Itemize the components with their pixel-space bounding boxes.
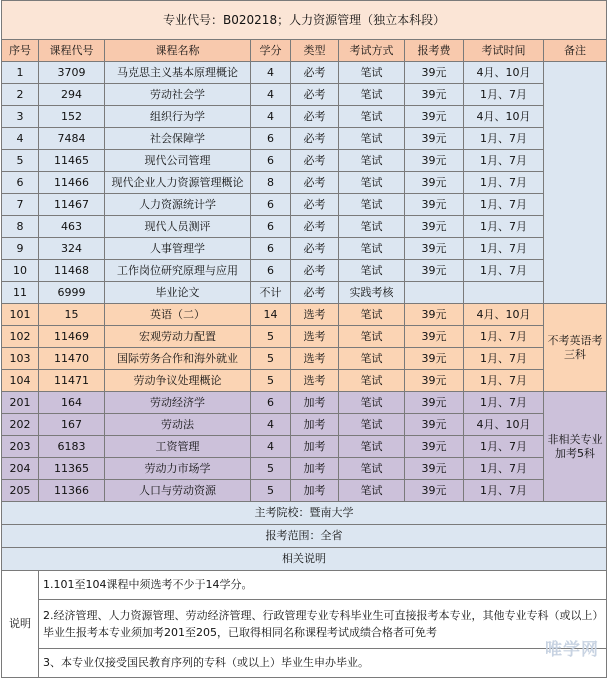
table-row: [2, 238, 607, 260]
column-header: 备注: [544, 40, 607, 62]
row-index: 204: [2, 458, 39, 480]
credits: 6: [251, 194, 291, 216]
row-index: 5: [2, 150, 39, 172]
info-text: 主考院校：暨南大学: [2, 502, 607, 525]
exam-time: 1月、7月: [464, 260, 544, 282]
course-name: 现代公司管理: [105, 150, 251, 172]
table-title: 专业代号：B020218；人力资源管理（独立本科段）: [2, 1, 607, 40]
exam-method: 笔试: [339, 414, 405, 436]
note-text: 3、本专业仅接受国民教育序列的专科（或以上）毕业生申办毕业。: [39, 649, 607, 678]
table-row: [2, 216, 607, 238]
credits: 4: [251, 84, 291, 106]
exam-fee: 39元: [405, 326, 464, 348]
exam-fee: 39元: [405, 392, 464, 414]
exam-method: 笔试: [339, 128, 405, 150]
exam-method: 笔试: [339, 370, 405, 392]
credits: 4: [251, 106, 291, 128]
watermark-logo: 唯学网: [545, 635, 599, 660]
course-code: 11468: [39, 260, 105, 282]
exam-time: 4月、10月: [464, 304, 544, 326]
course-type: 加考: [291, 436, 339, 458]
credits: 5: [251, 348, 291, 370]
exam-method: 笔试: [339, 194, 405, 216]
exam-method: 笔试: [339, 326, 405, 348]
course-code: 164: [39, 392, 105, 414]
exam-fee: 39元: [405, 62, 464, 84]
course-type: 必考: [291, 194, 339, 216]
credits: 6: [251, 238, 291, 260]
course-code: 463: [39, 216, 105, 238]
course-name: 组织行为学: [105, 106, 251, 128]
exam-time: 1月、7月: [464, 458, 544, 480]
exam-time: 4月、10月: [464, 414, 544, 436]
credits: 6: [251, 128, 291, 150]
row-index: 201: [2, 392, 39, 414]
exam-fee: 39元: [405, 150, 464, 172]
row-index: 8: [2, 216, 39, 238]
exam-time: 1月、7月: [464, 348, 544, 370]
row-index: 11: [2, 282, 39, 304]
credits: 5: [251, 326, 291, 348]
exam-method: 笔试: [339, 238, 405, 260]
exam-fee: 39元: [405, 194, 464, 216]
table-row: [2, 414, 607, 436]
exam-time: 1月、7月: [464, 84, 544, 106]
row-index: 10: [2, 260, 39, 282]
exam-time: 1月、7月: [464, 436, 544, 458]
exam-fee: 39元: [405, 348, 464, 370]
credits: 4: [251, 62, 291, 84]
exam-method: 笔试: [339, 392, 405, 414]
credits: 14: [251, 304, 291, 326]
note-text: 1.101至104课程中须选考不少于14学分。: [39, 571, 607, 600]
course-code: 324: [39, 238, 105, 260]
column-header: 报考费: [405, 40, 464, 62]
column-header: 序号: [2, 40, 39, 62]
exam-fee: 39元: [405, 106, 464, 128]
course-name: 国际劳务合作和海外就业: [105, 348, 251, 370]
exam-time: 4月、10月: [464, 62, 544, 84]
table-row: [2, 326, 607, 348]
course-name: 劳动社会学: [105, 84, 251, 106]
course-type: 加考: [291, 458, 339, 480]
course-type: 加考: [291, 392, 339, 414]
exam-fee: 39元: [405, 480, 464, 502]
course-name: 毕业论文: [105, 282, 251, 304]
exam-time: [464, 282, 544, 304]
credits: 4: [251, 436, 291, 458]
column-header: 课程代号: [39, 40, 105, 62]
course-type: 选考: [291, 304, 339, 326]
course-name: 人力资源统计学: [105, 194, 251, 216]
exam-method: 笔试: [339, 458, 405, 480]
row-index: 103: [2, 348, 39, 370]
row-index: 2: [2, 84, 39, 106]
course-type: 加考: [291, 414, 339, 436]
course-code: 11467: [39, 194, 105, 216]
row-index: 102: [2, 326, 39, 348]
exam-method: 实践考核: [339, 282, 405, 304]
course-code: 11471: [39, 370, 105, 392]
course-code: 6999: [39, 282, 105, 304]
course-code: 6183: [39, 436, 105, 458]
exam-fee: 39元: [405, 128, 464, 150]
table-row: [2, 392, 607, 414]
exam-fee: [405, 282, 464, 304]
exam-method: 笔试: [339, 62, 405, 84]
exam-method: 笔试: [339, 172, 405, 194]
exam-method: 笔试: [339, 348, 405, 370]
course-name: 人事管理学: [105, 238, 251, 260]
exam-method: 笔试: [339, 216, 405, 238]
info-text: 报考范围：全省: [2, 525, 607, 548]
exam-fee: 39元: [405, 370, 464, 392]
column-header: 考试方式: [339, 40, 405, 62]
course-type: 选考: [291, 348, 339, 370]
course-code: 294: [39, 84, 105, 106]
row-index: 104: [2, 370, 39, 392]
course-name: 人口与劳动资源: [105, 480, 251, 502]
note-row: [2, 649, 607, 678]
table-row: [2, 194, 607, 216]
course-name: 劳动法: [105, 414, 251, 436]
exam-fee: 39元: [405, 84, 464, 106]
course-type: 必考: [291, 150, 339, 172]
exam-time: 1月、7月: [464, 128, 544, 150]
credits: 不计: [251, 282, 291, 304]
course-code: 15: [39, 304, 105, 326]
row-index: 1: [2, 62, 39, 84]
credits: 6: [251, 150, 291, 172]
exam-method: 笔试: [339, 84, 405, 106]
table-row: [2, 480, 607, 502]
credits: 4: [251, 414, 291, 436]
table-row: [2, 260, 607, 282]
course-name: 现代人员测评: [105, 216, 251, 238]
course-name: 马克思主义基本原理概论: [105, 62, 251, 84]
course-code: 11470: [39, 348, 105, 370]
exam-fee: 39元: [405, 436, 464, 458]
row-index: 9: [2, 238, 39, 260]
remark-cell: 非相关专业加考5科: [544, 392, 607, 502]
table-row: [2, 128, 607, 150]
info-row: [2, 525, 607, 548]
column-header: 学分: [251, 40, 291, 62]
column-header: 课程名称: [105, 40, 251, 62]
exam-fee: 39元: [405, 458, 464, 480]
course-type: 加考: [291, 480, 339, 502]
note-text: 2.经济管理、人力资源管理、劳动经济管理、行政管理专业专科毕业生可直接报考本专业，其他专业专科（或以上）毕业生报考本专业须加考201至205，已取得相同名称课程考试成绩合格者可免考: [39, 600, 607, 649]
exam-time: 4月、10月: [464, 106, 544, 128]
course-type: 必考: [291, 106, 339, 128]
course-type: 必考: [291, 216, 339, 238]
row-index: 6: [2, 172, 39, 194]
course-name: 劳动争议处理概论: [105, 370, 251, 392]
exam-fee: 39元: [405, 304, 464, 326]
note-row: [2, 571, 607, 600]
exam-time: 1月、7月: [464, 216, 544, 238]
course-code: 11469: [39, 326, 105, 348]
exam-fee: 39元: [405, 414, 464, 436]
table-row: [2, 458, 607, 480]
course-code: 7484: [39, 128, 105, 150]
course-type: 选考: [291, 326, 339, 348]
note-row: [2, 600, 607, 649]
row-index: 203: [2, 436, 39, 458]
course-name: 宏观劳动力配置: [105, 326, 251, 348]
notes-label: 说明: [2, 571, 39, 678]
exam-fee: 39元: [405, 216, 464, 238]
course-type: 必考: [291, 282, 339, 304]
course-name: 社会保障学: [105, 128, 251, 150]
course-type: 必考: [291, 260, 339, 282]
header-row: [2, 40, 607, 62]
course-name: 劳动力市场学: [105, 458, 251, 480]
info-row: [2, 548, 607, 571]
row-index: 7: [2, 194, 39, 216]
column-header: 类型: [291, 40, 339, 62]
column-header: 考试时间: [464, 40, 544, 62]
course-type: 必考: [291, 62, 339, 84]
table-row: [2, 370, 607, 392]
table-row: [2, 304, 607, 326]
course-code: 11366: [39, 480, 105, 502]
exam-time: 1月、7月: [464, 326, 544, 348]
course-code: 167: [39, 414, 105, 436]
course-table: [1, 0, 607, 678]
exam-method: 笔试: [339, 436, 405, 458]
exam-method: 笔试: [339, 480, 405, 502]
course-type: 必考: [291, 84, 339, 106]
info-row: [2, 502, 607, 525]
course-name: 工作岗位研究原理与应用: [105, 260, 251, 282]
course-code: 11466: [39, 172, 105, 194]
exam-time: 1月、7月: [464, 150, 544, 172]
course-name: 工资管理: [105, 436, 251, 458]
exam-time: 1月、7月: [464, 370, 544, 392]
table-row: [2, 62, 607, 84]
course-type: 必考: [291, 172, 339, 194]
exam-method: 笔试: [339, 260, 405, 282]
table-row: [2, 172, 607, 194]
credits: 5: [251, 458, 291, 480]
exam-time: 1月、7月: [464, 172, 544, 194]
table-row: [2, 282, 607, 304]
table-row: [2, 348, 607, 370]
remark-cell: 不考英语考三科: [544, 304, 607, 392]
course-code: 152: [39, 106, 105, 128]
exam-time: 1月、7月: [464, 480, 544, 502]
info-text: 相关说明: [2, 548, 607, 571]
exam-time: 1月、7月: [464, 392, 544, 414]
row-index: 101: [2, 304, 39, 326]
course-name: 英语（二）: [105, 304, 251, 326]
exam-method: 笔试: [339, 106, 405, 128]
credits: 8: [251, 172, 291, 194]
exam-fee: 39元: [405, 172, 464, 194]
row-index: 3: [2, 106, 39, 128]
table-row: [2, 436, 607, 458]
exam-method: 笔试: [339, 150, 405, 172]
credits: 6: [251, 392, 291, 414]
course-name: 劳动经济学: [105, 392, 251, 414]
credits: 6: [251, 216, 291, 238]
credits: 5: [251, 370, 291, 392]
exam-time: 1月、7月: [464, 238, 544, 260]
exam-time: 1月、7月: [464, 194, 544, 216]
exam-fee: 39元: [405, 238, 464, 260]
table-row: [2, 150, 607, 172]
row-index: 205: [2, 480, 39, 502]
table-row: [2, 106, 607, 128]
course-code: 11365: [39, 458, 105, 480]
exam-fee: 39元: [405, 260, 464, 282]
course-code: 3709: [39, 62, 105, 84]
course-type: 选考: [291, 370, 339, 392]
credits: 5: [251, 480, 291, 502]
row-index: 202: [2, 414, 39, 436]
course-type: 必考: [291, 238, 339, 260]
table-row: [2, 84, 607, 106]
exam-method: 笔试: [339, 304, 405, 326]
course-type: 必考: [291, 128, 339, 150]
course-code: 11465: [39, 150, 105, 172]
row-index: 4: [2, 128, 39, 150]
remark-cell: [544, 62, 607, 304]
course-name: 现代企业人力资源管理概论: [105, 172, 251, 194]
credits: 6: [251, 260, 291, 282]
